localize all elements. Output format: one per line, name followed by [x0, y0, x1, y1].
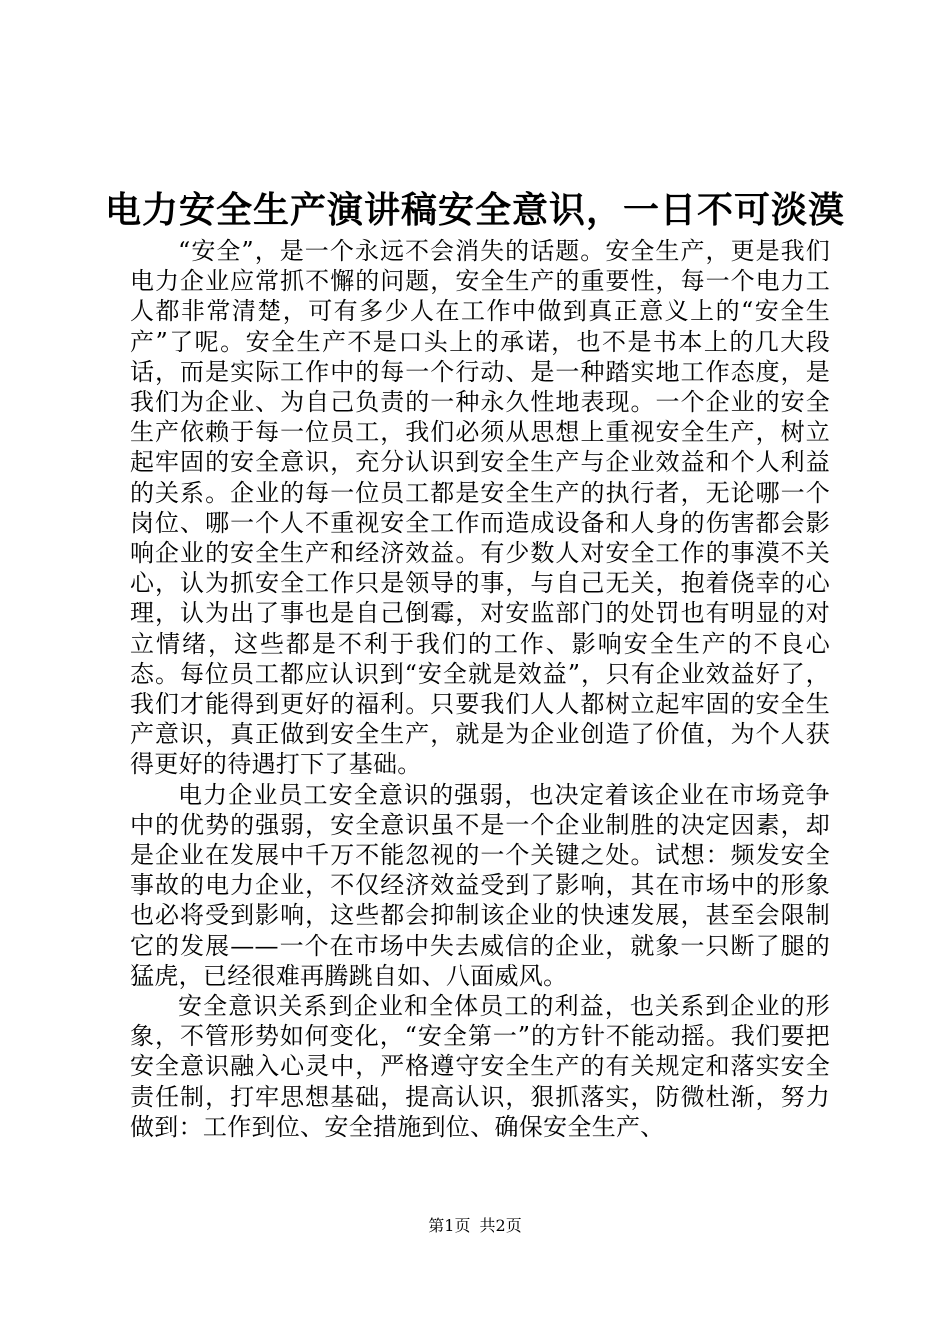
page-total: 共2页	[479, 1216, 522, 1235]
page-number: 第1页	[428, 1216, 471, 1235]
paragraph-2: 电力企业员工安全意识的强弱，也决定着该企业在市场竞争中的优势的强弱，安全意识虽不是一个企业制胜的决定因素，却是企业在发展中千万不能忽视的一个关键之处。试想：频发安全事故的电力企业，不仅经济效益受到了影响，其在市场中的形象也必将受到影响，这些都会抑制该企业的快速发展，甚至会限制它的发展——一个在市场中失去威信的企业，就象一只断了腿的猛虎，已经很难再腾跳自如、八面威风。	[130, 780, 830, 990]
document-title: 电力安全生产演讲稿安全意识，一日不可淡漠	[104, 189, 845, 231]
document-body	[130, 236, 830, 1142]
paragraph-3: 安全意识关系到企业和全体员工的利益，也关系到企业的形象，不管形势如何变化，“安全第一”的方针不能动摇。我们要把安全意识融入心灵中，严格遵守安全生产的有关规定和落实安全责任制，打牢思想基础，提高认识，狠抓落实，防微杜渐，努力做到：工作到位、安全措施到位、确保安全生产、	[130, 992, 830, 1141]
paragraph-1: “安全”，是一个永远不会消失的话题。安全生产，更是我们电力企业应常抓不懈的问题，安全生产的重要性，每一个电力工人都非常清楚，可有多少人在工作中做到真正意义上的“安全生产”了呢。安全生产不是口头上的承诺，也不是书本上的几大段话，而是实际工作中的每一个行动、是一种踏实地工作态度，是我们为企业、为自己负责的一种永久性地表现。一个企业的安全生产依赖于每一位员工，我们必须从思想上重视安全生产，树立起牢固的安全意识，充分认识到安全生产与企业效益和个人利益的关系。企业的每一位员工都是安全生产的执行者，无论哪一个岗位、哪一个人不重视安全工作而造成设备和人身的伤害都会影响企业的安全生产和经济效益。有少数人对安全工作的事漠不关心，认为抓安全工作只是领导的事，与自己无关，抱着侥幸的心理，认为出了事也是自己倒霉，对安监部门的处罚也有明显的对立情绪，这些都是不利于我们的工作、影响安全生产的不良心态。每位员工都应认识到“安全就是效益”，只有企业效益好了，我们才能得到更好的福利。只要我们人人都树立起牢固的安全生产意识，真正做到安全生产，就是为企业创造了价值，为个人获得更好的待遇打下了基础。	[130, 237, 830, 779]
page-footer	[0, 1216, 950, 1236]
